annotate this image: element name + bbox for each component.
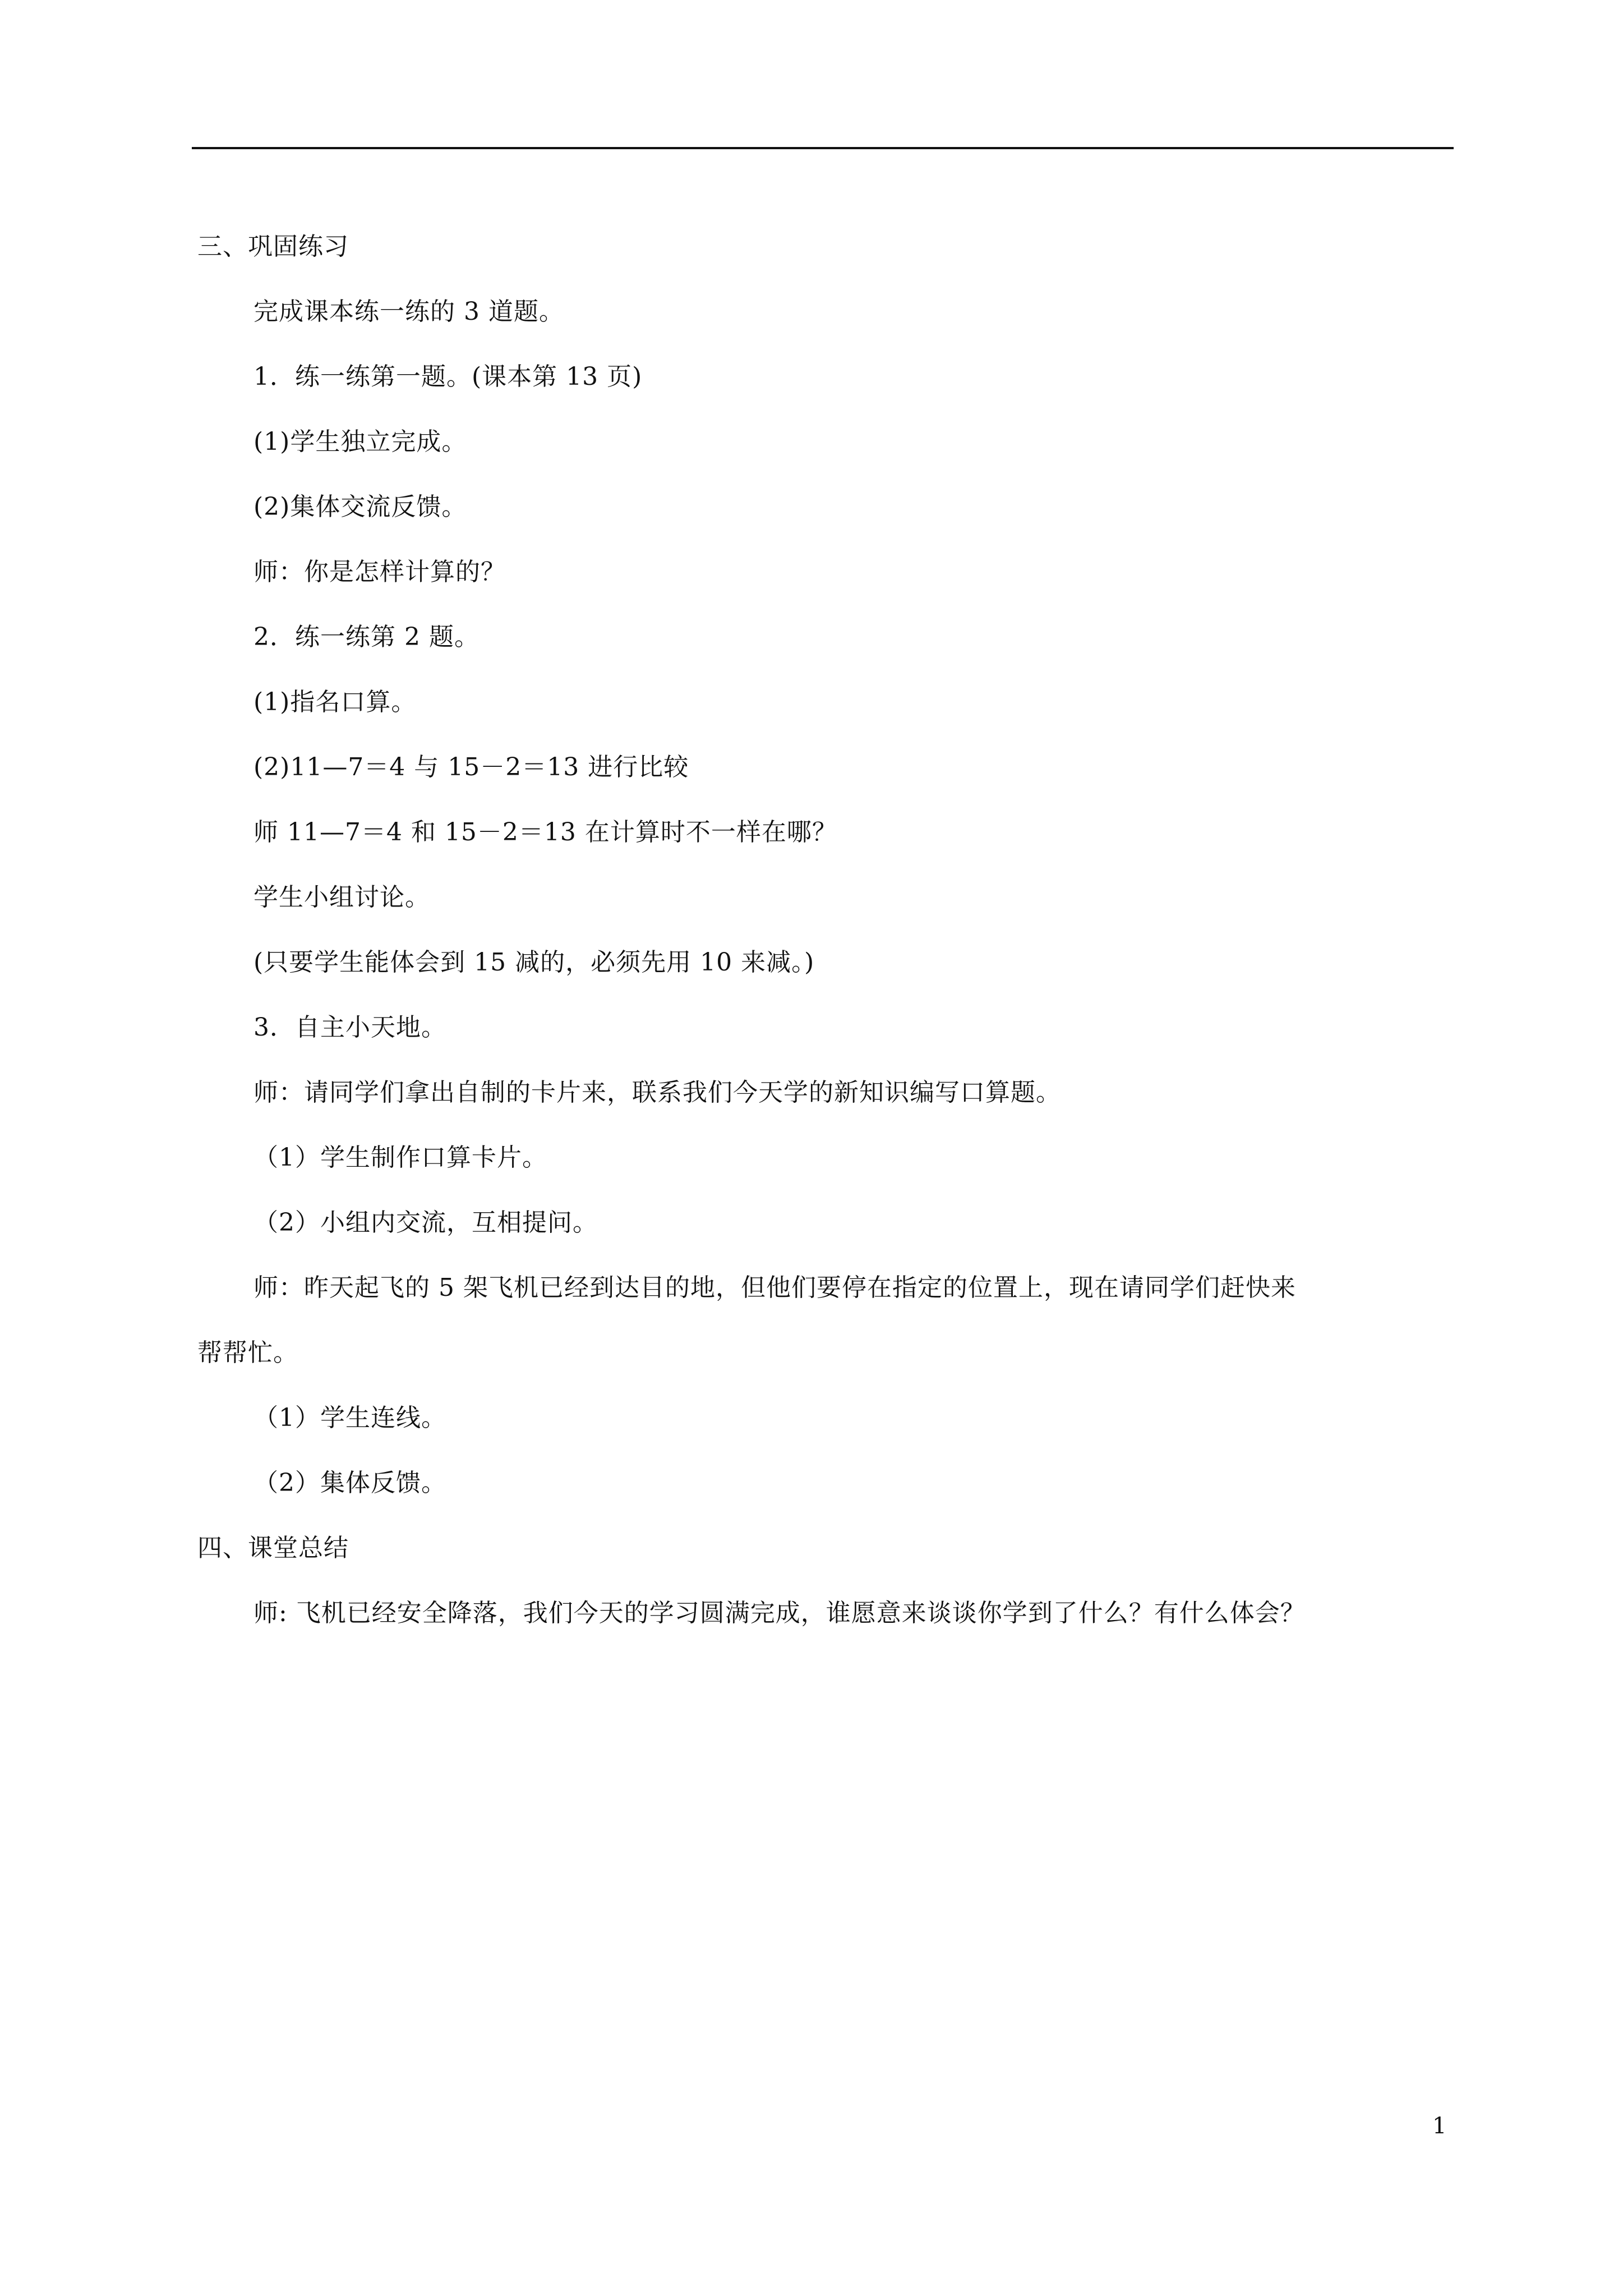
sub-step: (1)学生独立完成。 [253, 427, 467, 456]
teacher-line: 师：请同学们拿出自制的卡片来，联系我们今天学的新知识编写口算题。 [253, 1078, 1061, 1107]
paragraph: 学生小组讨论。 [253, 883, 430, 912]
paragraph: 完成课本练一练的 3 道题。 [253, 297, 564, 326]
sub-step: (2)11—7＝4 与 15－2＝13 进行比较 [253, 753, 689, 781]
document-body [197, 214, 1454, 1646]
sub-step: (1)指名口算。 [253, 688, 417, 716]
sub-step: （1）学生连线。 [253, 1404, 446, 1432]
page-number: 1 [1432, 2113, 1447, 2139]
sub-step: (2)集体交流反馈。 [253, 493, 467, 521]
note: (只要学生能体会到 15 减的，必须先用 10 来减。) [253, 948, 815, 977]
teacher-line: 师：昨天起飞的 5 架飞机已经到达目的地，但他们要停在指定的位置上，现在请同学们赶快来 [253, 1273, 1296, 1302]
teacher-line: 师 11—7＝4 和 15－2＝13 在计算时不一样在哪？ [253, 818, 837, 846]
teacher-line: 师：你是怎样计算的？ [253, 558, 506, 586]
section-heading-3: 三、巩固练习 [197, 232, 349, 261]
teacher-line-continuation: 帮帮忙。 [197, 1338, 298, 1367]
exercise-item-1: 1．练一练第一题。(课本第 13 页) [253, 362, 643, 391]
teacher-line: 师: 飞机已经安全降落，我们今天的学习圆满完成，谁愿意来谈谈你学到了什么？有什么体会？ [253, 1599, 1306, 1627]
section-heading-4: 四、课堂总结 [197, 1534, 349, 1562]
header-rule [192, 147, 1454, 149]
exercise-item-2: 2．练一练第 2 题。 [253, 623, 479, 651]
sub-step: （2）集体反馈。 [253, 1469, 446, 1497]
sub-step: （2）小组内交流，互相提问。 [253, 1208, 598, 1237]
exercise-item-3: 3．自主小天地。 [253, 1013, 446, 1042]
sub-step: （1）学生制作口算卡片。 [253, 1143, 547, 1172]
